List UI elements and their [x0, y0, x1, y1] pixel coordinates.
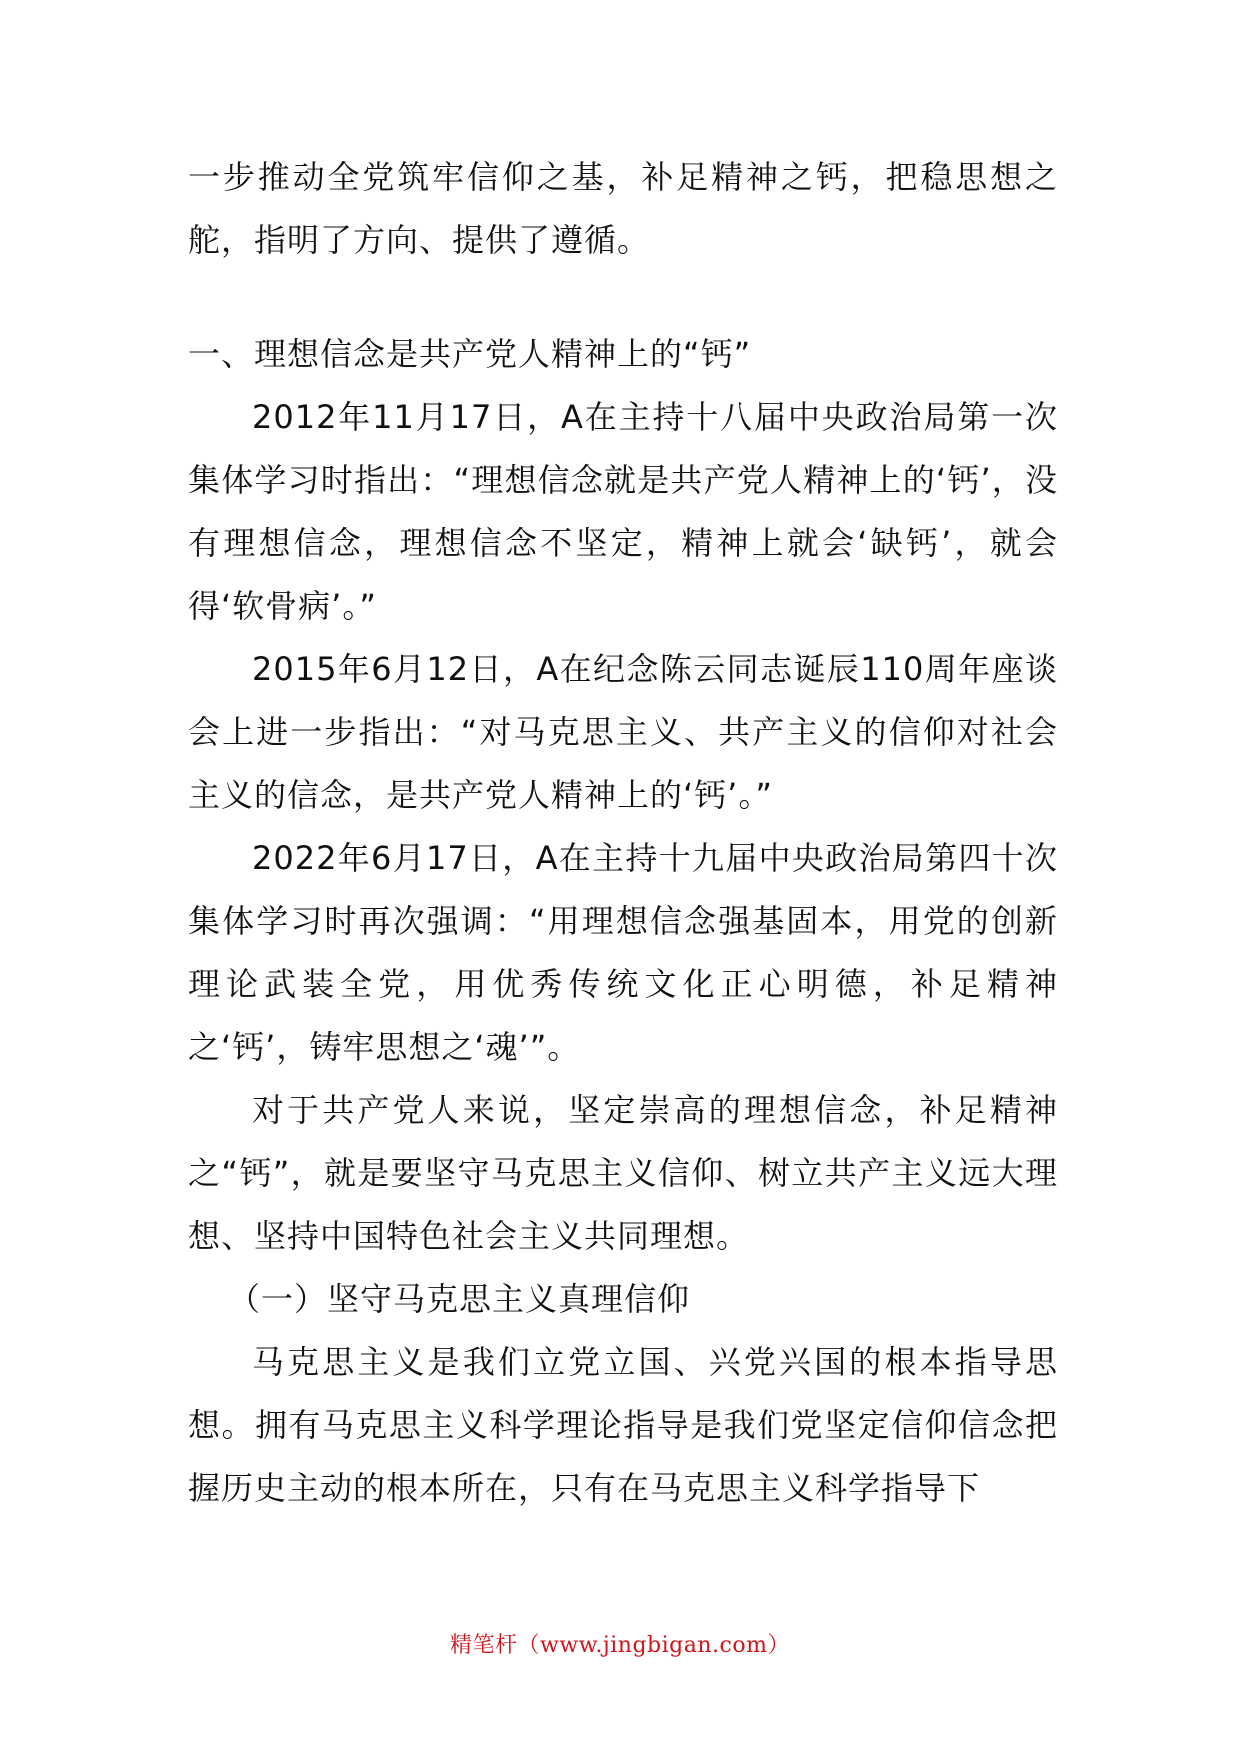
- section-heading: 一、理想信念是共产党人精神上的“钙”: [188, 335, 752, 373]
- closing-paragraph: 马克思主义是我们立党立国、兴党兴国的根本指导思想。拥有马克思主义科学理论指导是我们党坚定信仰信念把握历史主动的根本所在，只有在马克思主义科学指导下: [188, 1343, 1058, 1507]
- paragraph-2015: 2015年6月12日，A在纪念陈云同志诞辰110周年座谈会上进一步指出：“对马克思主义、共产主义的信仰对社会主义的信念，是共产党人精神上的‘钙’。”: [188, 650, 1058, 814]
- paragraph-2012: 2012年11月17日，A在主持十八届中央政治局第一次集体学习时指出：“理想信念就是共产党人精神上的‘钙’，没有理想信念，理想信念不坚定，精神上就会‘缺钙’，就会得‘软骨病’。”: [188, 398, 1058, 625]
- intro-paragraph: 一步推动全党筑牢信仰之基，补足精神之钙，把稳思想之舵，指明了方向、提供了遵循。: [188, 158, 1058, 259]
- intro-block: [188, 146, 1058, 272]
- footer-watermark: 精笔杆（www.jingbigan.com）: [450, 1633, 790, 1658]
- paragraph-summary: 对于共产党人来说，坚定崇高的理想信念，补足精神之“钙”，就是要坚守马克思主义信仰、树立共产主义远大理想、坚持中国特色社会主义共同理想。: [188, 1091, 1058, 1255]
- body-block: [188, 323, 1058, 1520]
- paragraph-2022: 2022年6月17日，A在主持十九届中央政治局第四十次集体学习时再次强调：“用理想信念强基固本，用党的创新理论武装全党，用优秀传统文化正心明德，补足精神之‘钙’，铸牢思想之‘魂’”。: [188, 839, 1058, 1066]
- subheading: （一）坚守马克思主义真理信仰: [228, 1280, 691, 1318]
